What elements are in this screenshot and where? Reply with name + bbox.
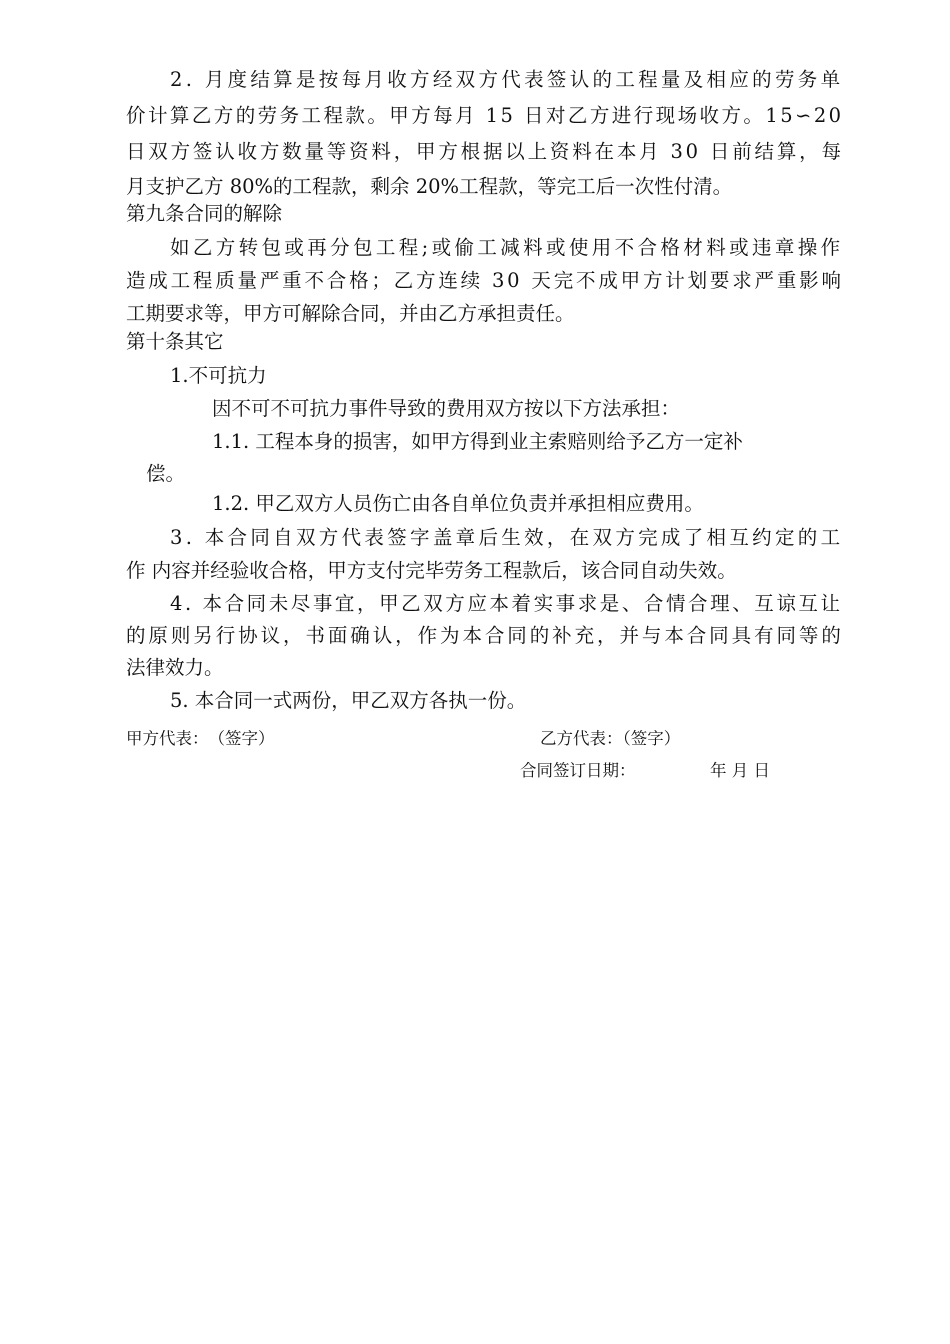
clause-5: 5. 本合同一式两份，甲乙双方各执一份。	[170, 689, 527, 712]
clause-3-line-2: 作 内容并经验收合格，甲方支付完毕劳务工程款后，该合同自动失效。	[126, 559, 737, 582]
clause-8-2-line-4: 月支护乙方 80%的工程款，剩余 20%工程款，等完工后一次性付清。	[126, 175, 733, 198]
clause-4-line-2: 的原则另行协议，书面确认，作为本合同的补充，并与本合同具有同等的	[126, 624, 844, 647]
article-9-line-3: 工期要求等，甲方可解除合同，并由乙方承担责任。	[126, 302, 575, 325]
force-majeure-intro: 因不可不可抗力事件导致的费用双方按以下方法承担：	[212, 397, 681, 420]
signing-date-label: 合同签订日期：	[520, 761, 636, 780]
article-9-line-2: 造成工程质量严重不合格；乙方连续 30 天完不成甲方计划要求严重影响	[126, 269, 844, 292]
clause-8-2-line-2: 价计算乙方的劳务工程款。甲方每月 15 日对乙方进行现场收方。15∽20	[126, 104, 844, 127]
clause-8-2-line-1: 2. 月度结算是按每月收方经双方代表签认的工程量及相应的劳务单	[170, 68, 844, 91]
force-majeure-1-1-line-2: 偿。	[146, 462, 186, 485]
force-majeure-heading: 1.不可抗力	[170, 364, 267, 387]
article-9-heading: 第九条合同的解除	[126, 202, 283, 225]
article-10-heading: 第十条其它	[126, 330, 224, 353]
article-9-line-1: 如乙方转包或再分包工程;或偷工减料或使用不合格材料或违章操作	[170, 236, 844, 259]
force-majeure-1-1-line-1: 1.1. 工程本身的损害，如甲方得到业主索赔则给予乙方一定补	[212, 430, 743, 453]
clause-4-line-3: 法律效力。	[126, 656, 224, 679]
party-b-representative: 乙方代表：（签字）	[540, 729, 681, 748]
clause-3-line-1: 3. 本合同自双方代表签字盖章后生效，在双方完成了相互约定的工	[170, 526, 844, 549]
clause-4-line-1: 4. 本合同未尽事宜，甲乙双方应本着实事求是、合情合理、互谅互让	[170, 592, 843, 615]
clause-8-2-line-3: 日双方签认收方数量等资料，甲方根据以上资料在本月 30 日前结算，每	[126, 140, 844, 163]
force-majeure-1-2: 1.2. 甲乙双方人员伤亡由各自单位负责并承担相应费用。	[212, 492, 704, 515]
party-a-representative: 甲方代表： （签字）	[126, 729, 275, 748]
signing-date-fields: 年 月 日	[710, 761, 770, 780]
